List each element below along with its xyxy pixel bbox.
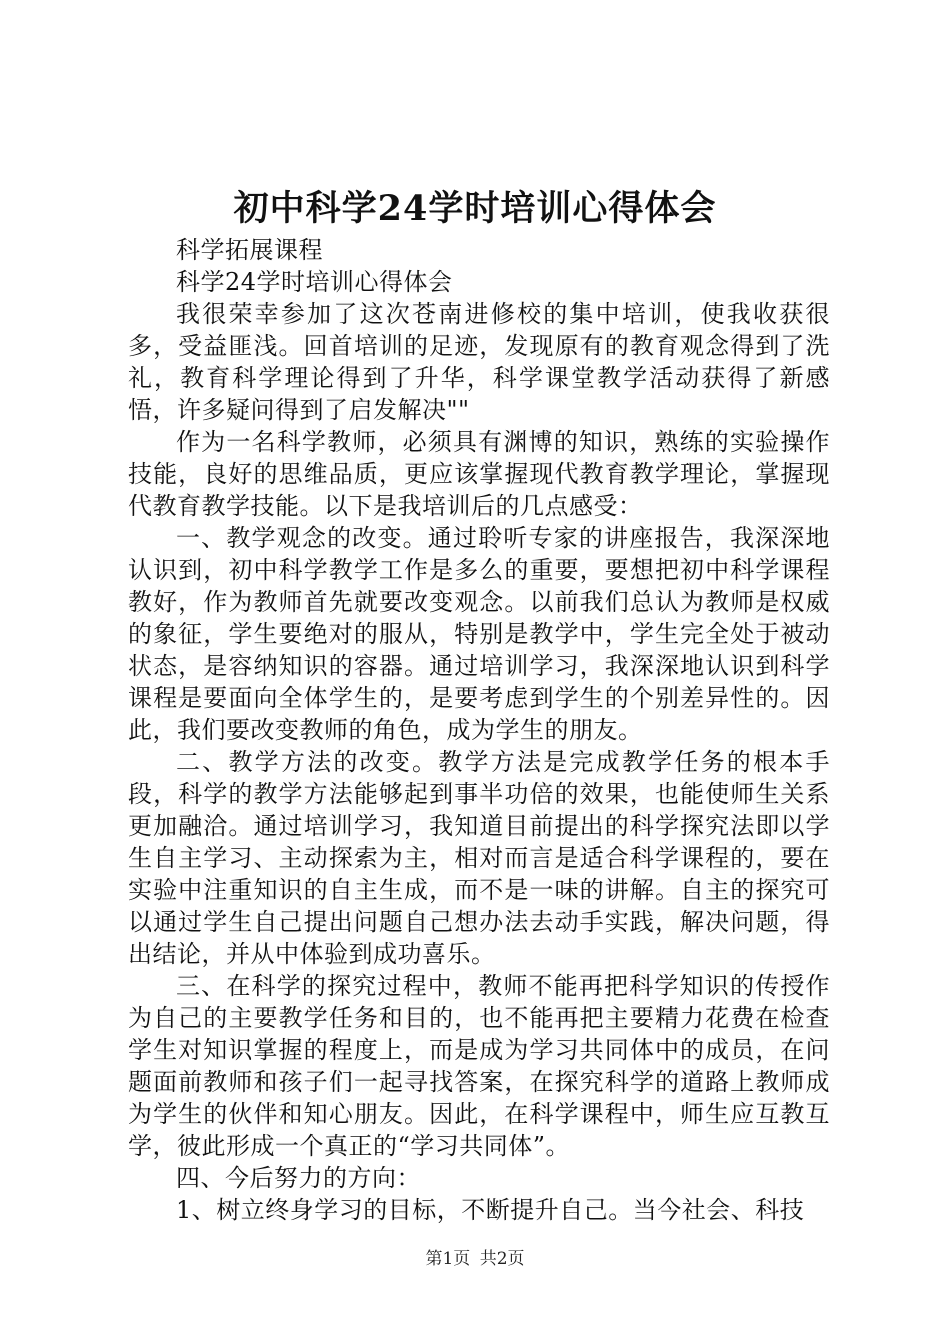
- paragraph-section-one: 一、教学观念的改变。通过聆听专家的讲座报告，我深深地认识到，初中科学教学工作是多么的重要，要想把初中科学课程教好，作为教师首先就要改变观念。以前我们总认为教师是权威的象征，学生要绝对的服从，特别是教学中，学生完全处于被动状态，是容纳知识的容器。通过培训学习，我深深地认识到科学课程是要面向全体学生的，是要考虑到学生的个别差异性的。因此，我们要改变教师的角色，成为学生的朋友。: [128, 524, 830, 744]
- paragraph-teacher-requirements: 作为一名科学教师，必须具有渊博的知识，熟练的实验操作技能，良好的思维品质，更应该掌握现代教育教学理论，掌握现代教育教学技能。以下是我培训后的几点感受：: [128, 428, 830, 520]
- page-total: 共2页: [479, 1249, 525, 1269]
- paragraph-subtitle-course: 科学拓展课程: [176, 236, 323, 264]
- paragraph-section-two: 二、教学方法的改变。教学方法是完成教学任务的根本手段，科学的教学方法能够起到事半功倍的效果，也能使师生关系更加融洽。通过培训学习，我知道目前提出的科学探究法即以学生自主学习、主动探索为主，相对而言是适合科学课程的，要在实验中注重知识的自主生成，而不是一味的讲解。自主的探究可以通过学生自己提出问题自己想办法去动手实践，解决问题，得出结论，并从中体验到成功喜乐。: [128, 748, 830, 968]
- page-number: 第1页: [425, 1249, 471, 1269]
- document-title: 初中科学24学时培训心得体会: [233, 188, 717, 229]
- paragraph-intro: 我很荣幸参加了这次苍南进修校的集中培训，使我收获很多，受益匪浅。回首培训的足迹，发现原有的教育观念得到了洗礼，教育科学理论得到了升华，科学课堂教学活动获得了新感悟，许多疑问得到了启发解决"": [128, 300, 830, 424]
- page-footer: [0, 1248, 950, 1270]
- document-body: [128, 234, 830, 1226]
- paragraph-item-one: 1、树立终身学习的目标，不断提升自己。当今社会、科技: [176, 1196, 805, 1224]
- paragraph-section-four-heading: 四、今后努力的方向：: [176, 1164, 421, 1192]
- paragraph-section-three: 三、在科学的探究过程中，教师不能再把科学知识的传授作为自己的主要教学任务和目的，也不能再把主要精力花费在检查学生对知识掌握的程度上，而是成为学习共同体中的成员，在问题面前教师和孩子们一起寻找答案，在探究科学的道路上教师成为学生的伙伴和知心朋友。因此，在科学课程中，师生应互教互学，彼此形成一个真正的“学习共同体”。: [128, 972, 830, 1160]
- paragraph-subtitle-essay: 科学24学时培训心得体会: [176, 268, 453, 296]
